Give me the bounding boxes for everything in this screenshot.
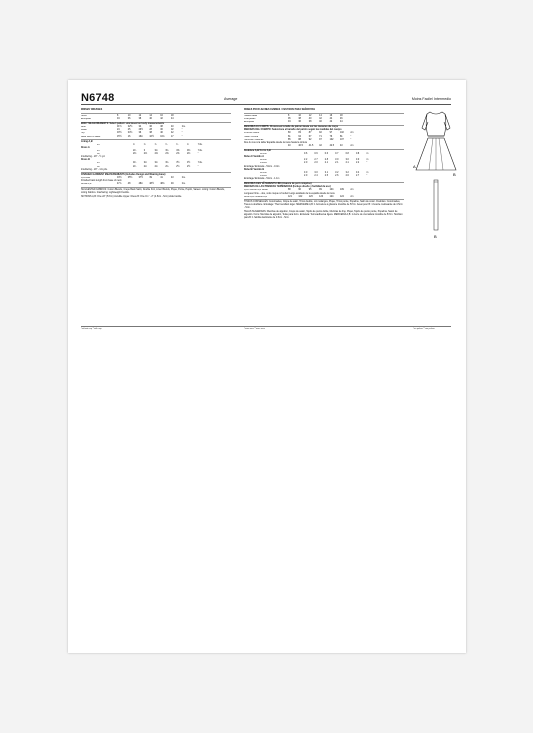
notions: NOTIONS A,B: One 22" (57cm) invisible zipper. Dress B: One 1¼" - 2" (4.5cm - 5cm) slide buckle. [81, 196, 182, 199]
row-cell: 3½ [186, 162, 191, 165]
row-cell: 2.1 [324, 162, 329, 165]
row-cell: 14 [149, 114, 152, 117]
row-cell: 2½ [186, 165, 191, 168]
row-cell: 0.8 [345, 153, 349, 156]
row-cell: 2.2 [355, 162, 360, 165]
row-cell: 83 [298, 132, 301, 135]
row-cell: 40 [319, 120, 322, 123]
row-unit: m [366, 153, 369, 156]
row-label: Waist [81, 129, 87, 132]
row-cell: 34½ [117, 177, 122, 180]
row-cell: 2⅜ [154, 153, 158, 156]
row-cell: 0.6 [304, 153, 308, 156]
row-label: Sizes [81, 114, 87, 117]
dress-b-table [81, 162, 231, 168]
row-unit: cm [350, 195, 354, 198]
dress-a-title: Dress A [81, 147, 90, 150]
row-cell: 3.0 [314, 171, 318, 174]
row-cell: 2⅜ [133, 153, 137, 156]
row-unit: " [350, 135, 352, 138]
row-unit: " [181, 135, 183, 138]
row-cell: 40 [308, 117, 312, 120]
row-label: Europeas [244, 120, 254, 123]
row-cell: 0.7 [335, 153, 339, 156]
row-label: Dress A,B [81, 183, 92, 186]
row-cell: 90 [298, 189, 301, 192]
row-cell: 44 [329, 117, 333, 120]
row-cell: 2⅜ [186, 153, 191, 156]
english-column [81, 109, 231, 199]
difficulty-fr-es: Moins Facile/ Intermedio [411, 97, 451, 101]
row-unit: m [366, 171, 369, 174]
footnote-divider [81, 326, 451, 327]
row-cell: 87 [308, 132, 312, 135]
view-a-label: A [413, 164, 416, 169]
row-label: 150cm*** [260, 162, 270, 165]
row-cell: 25 [127, 129, 131, 132]
row-cell: 10 [298, 114, 301, 117]
row-cell: 121 [288, 195, 292, 198]
row-cell: 38 [308, 120, 312, 123]
row-unit: " [197, 153, 199, 156]
row-cell: 3.0 [335, 159, 339, 162]
row-label: 115cm*** [260, 159, 270, 162]
row-cell: 3¼ [133, 162, 137, 165]
row-cell: 36 [288, 117, 291, 120]
row-label: 150cm*** [260, 174, 270, 177]
row-cell: 2.6 [335, 174, 339, 177]
row-cell: 92 [319, 132, 322, 135]
row-cell: 38 [138, 117, 142, 120]
row-cell: 102 [339, 132, 344, 135]
row-label: 115cm*** [260, 171, 270, 174]
row-cell: 16 [329, 114, 333, 117]
row-cell: 16¼ [138, 135, 144, 138]
doublure-title: Doublure A,B/ Forro A,B [244, 150, 271, 153]
row-cell: 104 [329, 189, 334, 192]
row-unit: Ins. [181, 126, 186, 129]
row-cell: 2½ [176, 165, 180, 168]
row-cell: 92 [308, 138, 312, 141]
body-measurements-title: BODY MEASUREMENTS: Select pattern size based on body measurements [81, 123, 165, 126]
row-cell: 41 [160, 177, 163, 180]
row-cell: ¾ [133, 144, 135, 147]
section-title: MISSES' DRESSES [81, 109, 103, 111]
row-cell: ¾ [176, 144, 179, 147]
medidas-fini-title: MEDIDAS DE LAS PRENDAS TERMINADAS (Incluye diseño y facilidad de uso) [244, 186, 331, 189]
row-label: Tailles/Tallas [244, 114, 258, 117]
mesures-title: MESURES DU CORPS: Choisissez la taille du patron basée sur les mesures du corps [244, 126, 339, 129]
left-sleeve [422, 114, 428, 130]
row-label: 45"*** [97, 144, 104, 147]
row-cell: 76 [329, 135, 333, 138]
footnote-en: *without nap **with nap [81, 328, 102, 330]
interfacing-b: Interfacing - 20" - 1⅛ yds. [81, 168, 108, 171]
row-cell: 0.6 [324, 153, 329, 156]
row-unit: " [181, 129, 183, 132]
interfacing-a: Interfacing - 20" - ½ yd. [81, 156, 106, 159]
row-cell: 42 [160, 117, 163, 120]
row-cell: 3⅜ [186, 150, 191, 153]
row-cell: 26½ [138, 129, 144, 132]
robe-b-title: Robe B/ Vestido B [244, 168, 265, 171]
row-cell: 18 [170, 114, 174, 117]
row-cell: 81 [339, 135, 343, 138]
row-cell: 2⅜ [165, 153, 169, 156]
row-label: Dos du cou à la taille/ Espalda desde la nuca hasta la cintura [244, 141, 307, 144]
row-cell: 31½ [117, 126, 122, 129]
row-cell: 42 [319, 144, 322, 147]
row-cell: 32½ [127, 126, 133, 129]
row-cell: 107 [339, 138, 344, 141]
row-cell: 97 [319, 138, 322, 141]
row-cell: 2.0 [314, 162, 318, 165]
row-unit: " [181, 132, 183, 135]
row-cell: 2.5 [324, 174, 329, 177]
row-label: 115cm*** [260, 153, 270, 156]
row-label: Back neck to waist [81, 135, 101, 138]
row-cell: 42 [329, 120, 333, 123]
robe-a-title: Robe A/ Vestido A [244, 156, 264, 159]
table-row [244, 145, 404, 148]
row-label: Robe A,B/ Vestido A,B [244, 195, 268, 198]
row-label: Poitrine/ Busto [244, 132, 260, 135]
row-cell: 2.4 [314, 174, 318, 177]
row-cell: ¾ [143, 144, 146, 147]
footnote-es: *sin pelusa **con pelusa [413, 328, 435, 330]
finished-fr-es-table [244, 189, 404, 198]
row-cell: 44 [339, 120, 343, 123]
row-label: A,B Poitrine/ A,B Busto [244, 189, 268, 192]
right-sleeve [444, 114, 450, 130]
row-cell: 41.5 [308, 144, 314, 147]
row-cell: 16¾ [160, 135, 165, 138]
row-cell: 95 [308, 189, 312, 192]
row-cell: 2⅜ [143, 153, 148, 156]
row-cell: 64 [298, 135, 301, 138]
row-cell: 3⅜ [176, 150, 180, 153]
row-cell: 8 [117, 114, 119, 117]
view-b-label: B [453, 172, 456, 177]
row-cell: 48¼ [138, 183, 144, 186]
row-unit: cm [350, 132, 354, 135]
row-label: Hanches/ Caderas [244, 138, 264, 141]
europeas-row [244, 121, 404, 124]
table-row [244, 196, 404, 199]
row-unit: " [350, 138, 352, 141]
row-cell: 36 [127, 117, 131, 120]
dress-b-title: Dress B [81, 159, 90, 162]
row-cell: 123 [308, 195, 313, 198]
row-cell: 2¼ [133, 165, 137, 168]
row-cell: 2¼ [154, 165, 158, 168]
row-cell: 32 [170, 129, 174, 132]
french-spanish-column [244, 109, 404, 220]
row-cell: 12 [308, 114, 312, 117]
row-cell: 2.7 [355, 174, 360, 177]
difficulty-en: Average [224, 97, 238, 101]
sheet-header [81, 92, 451, 105]
pattern-sheet [68, 80, 466, 653]
row-cell: 71 [319, 135, 322, 138]
row-cell: 12 [138, 114, 142, 117]
row-cell: 17 [170, 135, 174, 138]
row-cell: 15½ [117, 135, 122, 138]
row-cell: 3 [143, 150, 146, 153]
row-cell: 123 [319, 195, 324, 198]
suggested-fabrics: SUGGESTED FABRICS: Cotton Blends, Crepe Back Satin, Double Knit, Linen Blends, Pique, Ponte, Poplin, Sateen. Lining: Cotton Blends, Lining Fabrics. Interfacing: Lightweight Fusible. [81, 189, 225, 195]
row-cell: 88 [288, 189, 291, 192]
row-cell: 3.2 [335, 171, 339, 174]
row-cell: 2.6 [345, 174, 349, 177]
row-cell: 46 [339, 117, 343, 120]
row-unit: " [366, 174, 368, 177]
row-unit: Yds. [197, 144, 203, 147]
row-cell: 2¼ [133, 150, 137, 153]
row-cell: 34½ [127, 132, 133, 135]
row-cell: 3½ [176, 162, 180, 165]
row-label: Françaises [244, 117, 256, 120]
row-label: 60"*** [97, 165, 104, 168]
row-cell: 2.7 [314, 159, 318, 162]
row-cell: 48 [127, 183, 131, 186]
row-cell: 2.1 [345, 162, 349, 165]
row-unit: Ins. [181, 183, 186, 186]
row-cell: 3.1 [324, 171, 329, 174]
mesures-table [244, 132, 404, 147]
row-cell: 40 [170, 126, 174, 129]
row-unit: Yds. [197, 162, 203, 165]
row-cell: 47¾ [117, 183, 122, 186]
row-cell: 36 [149, 126, 152, 129]
row-label: 45"*** [97, 162, 104, 165]
lining-title: Lining A,B [81, 141, 93, 144]
row-cell: 48¾ [160, 183, 165, 186]
row-cell: 39 [149, 177, 152, 180]
row-label: Hip [81, 132, 85, 135]
row-cell: 14 [319, 114, 322, 117]
row-cell: 2⅜ [176, 153, 180, 156]
table-row [81, 183, 231, 186]
row-cell: 3.2 [345, 171, 349, 174]
row-unit: m [366, 159, 369, 162]
row-cell: 38 [149, 132, 152, 135]
row-unit: " [197, 165, 199, 168]
row-cell: 42.5 [329, 144, 335, 147]
entoilage-b: Entoilage/ Entretela - 51cm - 1.1m [244, 177, 280, 180]
row-label: A,B Bust [81, 177, 91, 180]
row-cell: 40.5 [298, 144, 303, 147]
row-cell: 38 [160, 126, 163, 129]
row-unit: Ins. [181, 177, 186, 180]
row-cell: 80 [288, 132, 291, 135]
row-label: European [81, 117, 92, 120]
row-cell: ¾ [165, 144, 168, 147]
row-cell: 2.0 [304, 174, 308, 177]
belt-b-label: B [434, 234, 437, 239]
body-measurements-table [81, 126, 231, 138]
row-cell: 3¼ [165, 162, 169, 165]
row-cell: 37½ [138, 177, 144, 180]
row-cell: 38 [298, 117, 301, 120]
row-cell: 124 [339, 195, 344, 198]
row-cell: 48½ [149, 183, 154, 186]
row-cell: 67 [308, 135, 312, 138]
row-cell: 35½ [127, 177, 133, 180]
row-label: Bust [81, 126, 86, 129]
section-title-fr-es: ROBES POUR JEUNES FEMMES / VESTIDOS PARA SEÑORITAS [244, 109, 315, 111]
row-cell: 16 [127, 135, 131, 138]
row-cell: 3¼ [154, 150, 158, 153]
finished-measurements-title: FINISHED GARMENT MEASUREMENTS (Includes Design and Wearing Ease) [81, 174, 166, 177]
row-cell: 85 [288, 138, 291, 141]
row-cell: 36 [138, 132, 142, 135]
row-cell: 122 [298, 195, 303, 198]
row-cell: 34 [117, 117, 120, 120]
bodice-outline [426, 112, 446, 136]
table-row [81, 136, 231, 139]
row-cell: 2.2 [304, 159, 308, 162]
row-cell: 2.0 [304, 162, 308, 165]
row-cell: 18 [339, 114, 343, 117]
european-row [81, 118, 231, 121]
row-cell: 24 [117, 129, 120, 132]
row-cell: 33½ [117, 132, 122, 135]
finished-measurements-table [81, 177, 231, 186]
row-cell: 109 [339, 189, 344, 192]
row-label [244, 145, 288, 148]
row-cell: 43 [339, 144, 343, 147]
row-cell: 2.8 [324, 159, 329, 162]
row-cell: 36 [298, 120, 301, 123]
row-cell: 99 [319, 189, 322, 192]
pattern-code: N6748 [81, 92, 115, 104]
row-cell: 0.6 [314, 153, 318, 156]
row-label: Taille/ Cintura [244, 135, 259, 138]
row-cell: 42 [319, 117, 322, 120]
dress-technical-sketch [411, 108, 461, 248]
row-cell: 16½ [149, 135, 154, 138]
lining-row [81, 144, 231, 147]
row-cell: 42 [170, 132, 174, 135]
row-cell: 88 [298, 138, 301, 141]
row-unit: " [366, 162, 368, 165]
belt-tie [434, 180, 438, 230]
row-cell: 61 [288, 135, 291, 138]
entoilage-a: Entoilage/ Entretela - 51cm - 0.4m [244, 165, 280, 168]
row-cell: 2.1 [335, 162, 339, 165]
row-cell: 40 [160, 132, 163, 135]
row-cell: 3.0 [355, 159, 360, 162]
row-cell: 28 [149, 129, 152, 132]
row-cell: ¾ [154, 144, 157, 147]
row-cell: 3.0 [304, 171, 308, 174]
row-cell: 0.8 [355, 153, 360, 156]
row-cell: 2¼ [143, 165, 148, 168]
row-cell: 3¼ [165, 150, 169, 153]
row-cell: 30 [160, 129, 163, 132]
row-cell: 34 [138, 126, 142, 129]
row-cell: 34 [288, 120, 291, 123]
row-label: 45"*** [97, 150, 104, 153]
row-cell: 49 [170, 183, 174, 186]
row-cell: 3¼ [143, 162, 148, 165]
row-cell: 2¼ [165, 165, 169, 168]
telas-sugeridas: TELAS SUGERIDAS: Mezclas de algodón, Crepé de satén, Tejido de punto doble, Mezclas de lino, Piqué, Tejido de punto ponte, Popelina, Satén de algodón. Forro: Mezclas de algodón, Telas para forro. Entretela: Termoadhesiva ligera. MERCERÍA A,B: 1 cierre de cremallera invisible de 57cm. También para B: 1 hebilla deslizante de 4.5cm - 5cm. [244, 211, 403, 220]
row-unit: Yds. [197, 150, 203, 153]
row-cell: 102 [329, 138, 334, 141]
row-cell: 43 [170, 177, 174, 180]
row-label: 60"*** [97, 153, 104, 156]
row-cell: 40 [149, 117, 152, 120]
tissus-conseilles: TISSUS CONSEILLÉS: Cotonnades, Crêpe de satin, Tricot double, Lin mélangés, Pique, Tricot ponte, Popeline, Satin de coton. Doublure: Cotonnades, Tissus à doublure. Entoilage: Thermocollant léger. MERCERIE A,B: 1 fermeture à glissière invisible de 57cm. Aussi pour B: 1 boucle coulissante de 4.5cm - 5cm. [244, 201, 403, 210]
row-cell: 3.0 [345, 159, 349, 162]
row-cell: 3¼ [154, 162, 158, 165]
row-cell: 3.4 [355, 171, 360, 174]
row-unit: cm [350, 189, 354, 192]
row-cell: 44 [170, 117, 174, 120]
row-cell: 8 [288, 114, 290, 117]
row-label: Finished back length from base of neck [81, 180, 122, 183]
row-cell: 16 [160, 114, 163, 117]
row-label: Longueur finie – dos, votre nuque à l'ourlet/ Largo acabado de la espalda desde la nuca [244, 192, 335, 195]
medidas-title: MEDIDAS DEL CUERPO: Seleccione el tamaño del patrón según las medidas del cuerpo [244, 129, 342, 132]
row-cell: 97 [329, 132, 333, 135]
row-cell: 40 [288, 144, 291, 147]
row-unit: cm [350, 144, 354, 147]
footnote-fr: *sans sens **avec sens [244, 328, 265, 330]
row-cell: 10 [127, 114, 131, 117]
mesures-fini-title: MESURES DES VÊTEMENTS FINI (Aisance de port comprise) [244, 183, 312, 186]
row-cell: ¾ [186, 144, 189, 147]
row-cell: 124 [329, 195, 334, 198]
